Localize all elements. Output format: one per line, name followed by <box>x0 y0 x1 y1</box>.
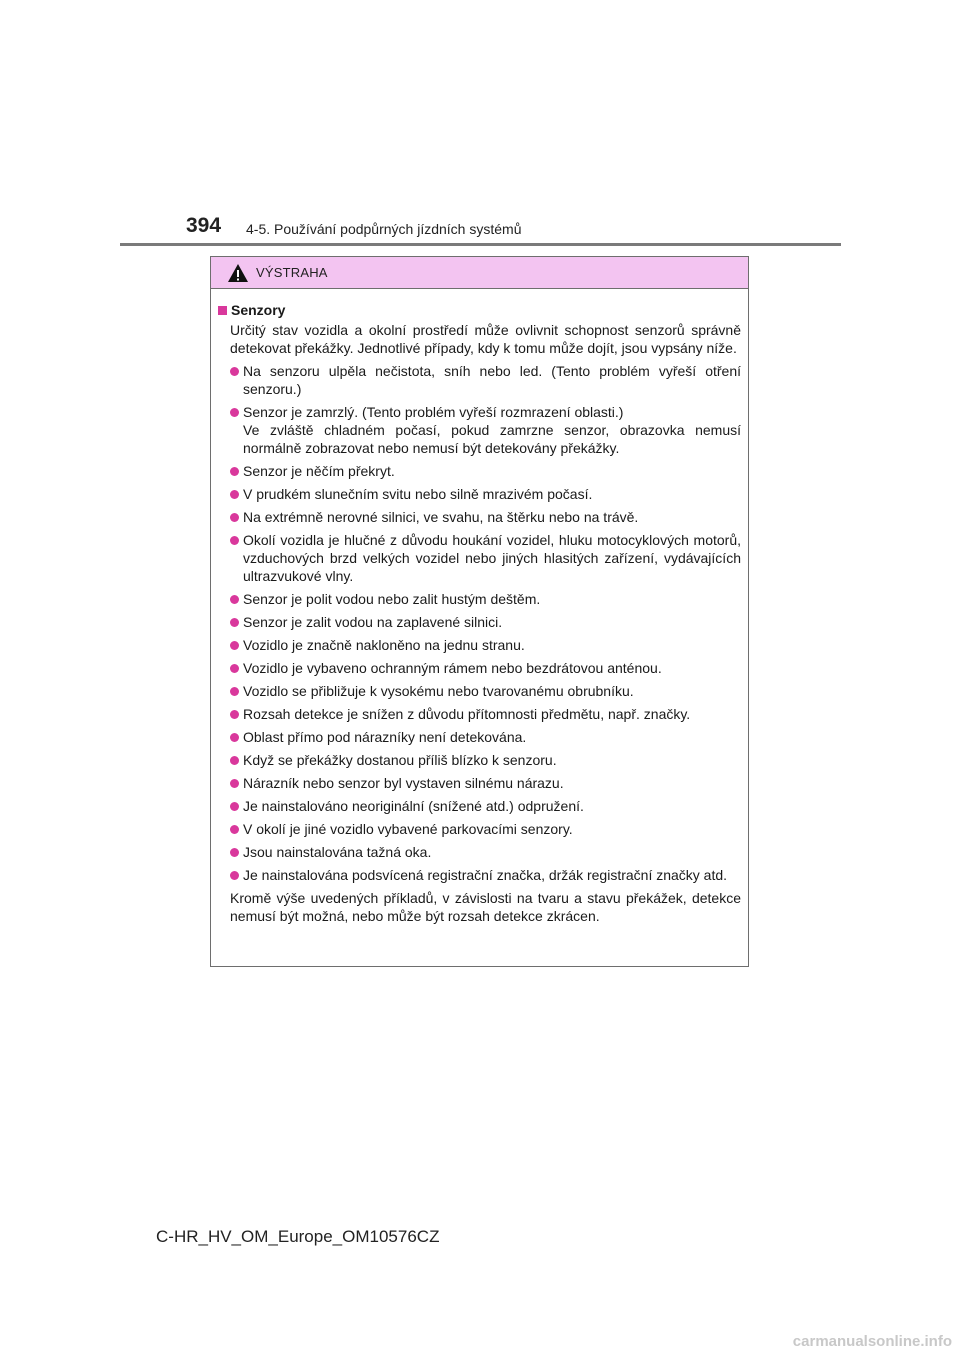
circle-bullet-icon <box>230 664 239 673</box>
circle-bullet-icon <box>230 733 239 742</box>
page-number: 394 <box>186 214 222 237</box>
list-item <box>230 774 741 792</box>
list-item <box>230 728 741 746</box>
list-item-line: Senzor je něčím překryt. <box>243 463 395 479</box>
list-item-line: Je nainstalováno neoriginální (snížené atd.) odpružení. <box>243 798 584 814</box>
circle-bullet-icon <box>230 871 239 880</box>
list-item-line: Senzor je zalit vodou na zaplavené silnici. <box>243 614 503 630</box>
warning-header <box>211 257 748 289</box>
list-item-text <box>243 682 741 700</box>
circle-bullet-icon <box>230 513 239 522</box>
list-item-text <box>243 797 741 815</box>
circle-bullet-icon <box>230 825 239 834</box>
circle-bullet-icon <box>230 802 239 811</box>
list-item-text <box>243 362 741 398</box>
circle-bullet-icon <box>230 367 239 376</box>
warning-list <box>218 362 741 884</box>
list-item <box>230 820 741 838</box>
warning-triangle-icon <box>227 263 249 283</box>
list-item-line: Senzor je polit vodou nebo zalit hustým deštěm. <box>243 591 541 607</box>
list-item-text <box>243 485 741 503</box>
list-item-line: Oblast přímo pod nárazníky není detekována. <box>243 729 527 745</box>
warning-heading-text: Senzory <box>231 302 286 318</box>
list-item <box>230 462 741 480</box>
square-bullet-icon <box>218 306 227 315</box>
list-item-text <box>243 403 741 457</box>
list-item <box>230 843 741 861</box>
circle-bullet-icon <box>230 618 239 627</box>
circle-bullet-icon <box>230 710 239 719</box>
list-item-line: Na extrémně nerovné silnici, ve svahu, na štěrku nebo na trávě. <box>243 509 639 525</box>
list-item <box>230 636 741 654</box>
list-item <box>230 403 741 457</box>
warning-label: VÝSTRAHA <box>256 265 328 280</box>
circle-bullet-icon <box>230 641 239 650</box>
circle-bullet-icon <box>230 490 239 499</box>
list-item <box>230 508 741 526</box>
list-item-line: Jsou nainstalována tažná oka. <box>243 844 432 860</box>
circle-bullet-icon <box>230 779 239 788</box>
circle-bullet-icon <box>230 536 239 545</box>
list-item-text <box>243 866 741 884</box>
list-item-line: Vozidlo je značně nakloněno na jednu stranu. <box>243 637 525 653</box>
list-item-line: Když se překážky dostanou příliš blízko k senzoru. <box>243 752 557 768</box>
list-item-text <box>243 843 741 861</box>
list-item-text <box>243 508 741 526</box>
list-item <box>230 531 741 585</box>
list-item <box>230 659 741 677</box>
section-title: 4-5. Používání podpůrných jízdních systémů <box>246 221 522 237</box>
list-item-line: Na senzoru ulpěla nečistota, sníh nebo led. (Tento problém vyřeší otření senzoru.) <box>243 363 741 397</box>
list-item <box>230 362 741 398</box>
list-item-text <box>243 462 741 480</box>
list-item-line: Ve zvláště chladném počasí, pokud zamrzne senzor, obrazovka nemusí normálně zobrazovat nebo nemusí být detekovány překážky. <box>243 422 741 456</box>
watermark: carmanualsonline.info <box>792 1333 952 1350</box>
list-item-text <box>243 705 741 723</box>
list-item-text <box>243 751 741 769</box>
document-code: C-HR_HV_OM_Europe_OM10576CZ <box>156 1227 440 1246</box>
list-item-line: Okolí vozidla je hlučné z důvodu houkání vozidel, hluku motocyklových motorů, vzduchových brzd velkých vozidel nebo jiných hlasitých zařízení, vydávajících ultrazvukové vlny. <box>243 532 741 584</box>
list-item-text <box>243 636 741 654</box>
circle-bullet-icon <box>230 408 239 417</box>
list-item-text <box>243 613 741 631</box>
list-item-text <box>243 531 741 585</box>
list-item-text <box>243 728 741 746</box>
warning-closing: Kromě výše uvedených příkladů, v závislosti na tvaru a stavu překážek, detekce nemusí být možná, nebo může být rozsah detekce zkrácen. <box>230 890 741 924</box>
list-item-line: Senzor je zamrzlý. (Tento problém vyřeší rozmrazení oblasti.) <box>243 404 624 420</box>
warning-heading <box>218 301 741 319</box>
list-item-text <box>243 590 741 608</box>
warning-intro: Určitý stav vozidla a okolní prostředí může ovlivnit schopnost senzorů správně detekovat překážky. Jednotlivé případy, kdy k tomu může dojít, jsou vypsány níže. <box>230 322 741 356</box>
list-item-line: Nárazník nebo senzor byl vystaven silnému nárazu. <box>243 775 564 791</box>
warning-body <box>211 289 748 925</box>
list-item-line: Vozidlo je vybaveno ochranným rámem nebo bezdrátovou anténou. <box>243 660 662 676</box>
list-item <box>230 485 741 503</box>
circle-bullet-icon <box>230 756 239 765</box>
list-item-text <box>243 820 741 838</box>
list-item <box>230 797 741 815</box>
list-item-text <box>243 774 741 792</box>
list-item-line: Vozidlo se přibližuje k vysokému nebo tvarovanému obrubníku. <box>243 683 634 699</box>
circle-bullet-icon <box>230 595 239 604</box>
header-rule <box>120 243 841 246</box>
list-item <box>230 751 741 769</box>
list-item <box>230 590 741 608</box>
list-item <box>230 613 741 631</box>
list-item-line: Rozsah detekce je snížen z důvodu přítomnosti předmětu, např. značky. <box>243 706 691 722</box>
list-item-line: V okolí je jiné vozidlo vybavené parkovacími senzory. <box>243 821 573 837</box>
list-item <box>230 705 741 723</box>
warning-box <box>210 256 749 967</box>
list-item <box>230 866 741 884</box>
list-item-text <box>243 659 741 677</box>
circle-bullet-icon <box>230 848 239 857</box>
list-item <box>230 682 741 700</box>
list-item-line: Je nainstalována podsvícená registrační značka, držák registrační značky atd. <box>243 867 728 883</box>
list-item-line: V prudkém slunečním svitu nebo silně mrazivém počasí. <box>243 486 593 502</box>
circle-bullet-icon <box>230 467 239 476</box>
circle-bullet-icon <box>230 687 239 696</box>
